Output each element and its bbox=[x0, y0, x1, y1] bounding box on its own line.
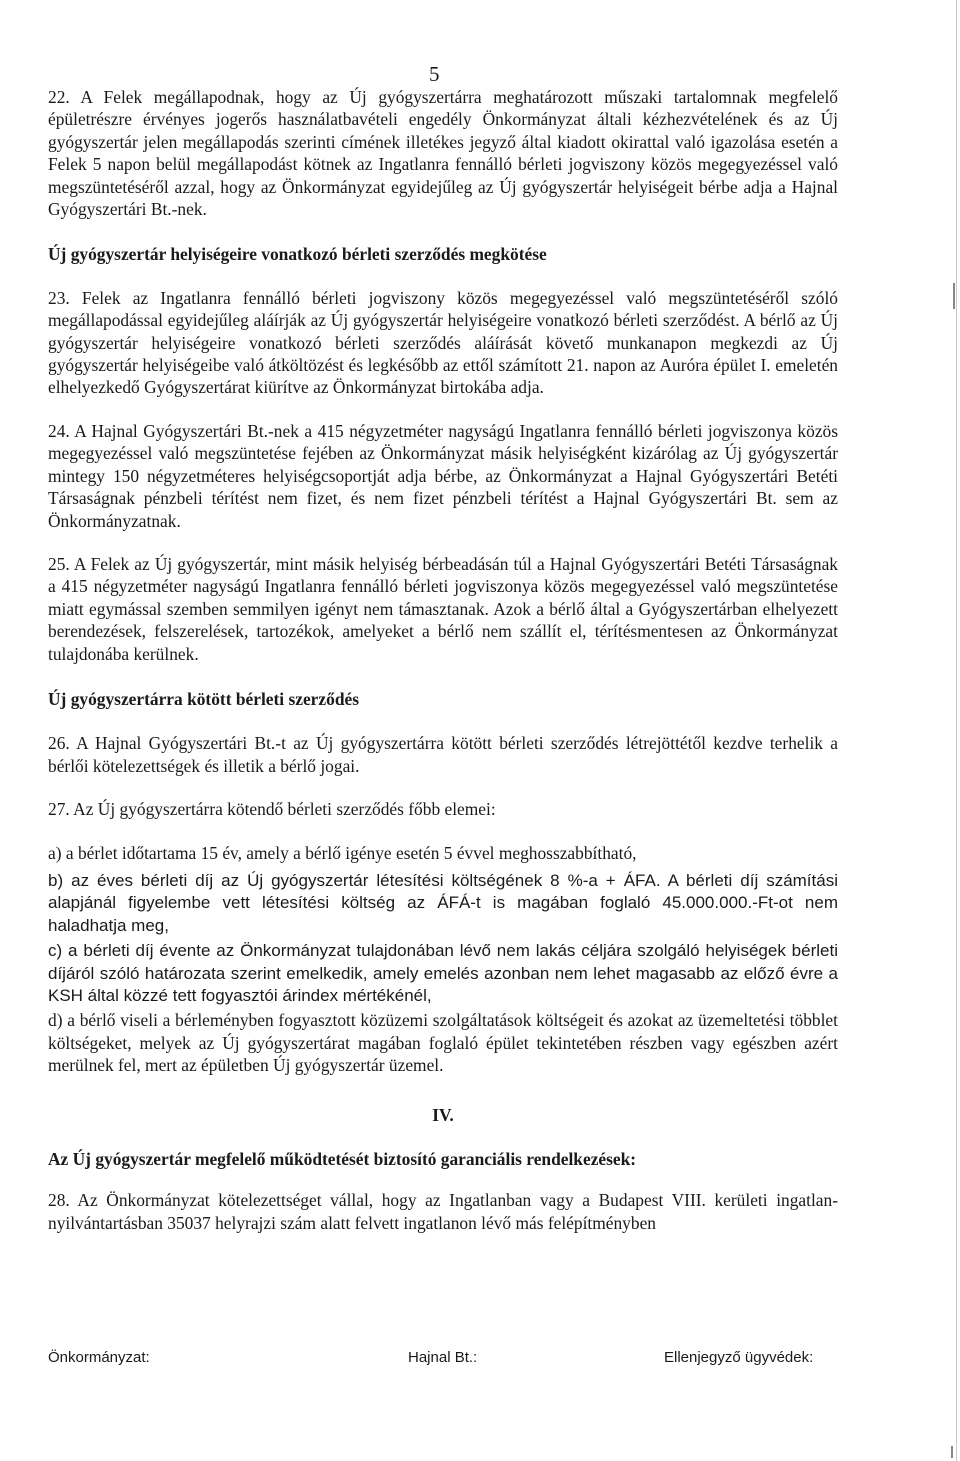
chapter-number: IV. bbox=[432, 1104, 454, 1125]
paragraph-24: 24. A Hajnal Gyógyszertári Bt.-nek a 415 négyzetméter nagyságú Ingatlanra fennálló bérleti jogviszonya közös megegyezéssel való megszüntetése fejében az Önkormányzat másik helyiségként kizárólag az Új gyógyszertár mintegy 150 négyzetméteres helyiségcsoportját adja bérbe, az Önkormányzat a Hajnal Gyógyszertári Betéti Társaságnak pénzbeli térítést nem fizet, és nem fizet pénzbeli térítést a Hajnal Gyógyszertári Bt. sem az Önkormányzatnak. bbox=[48, 420, 839, 531]
paragraph-22: 22. A Felek megállapodnak, hogy az Új gyógyszertárra meghatározott műszaki tartalomnak megfelelő épületrészre érvényes jogerős használatbavételi engedély Önkormányzat általi kézhezvételének és az Új gyógyszertár jelen megállapodás szerinti címének illetékes jegyző által kiadott okirattal való igazolása esetén a Felek 5 napon belül megállapodást kötnek az Ingatlanra fennálló bérleti jogviszony közös megegyezéssel való megszüntetéséről azzal, hogy az Önkormányzat egyidejűleg az Új gyógyszertár helyiségeit bérbe adja a Hajnal Gyógyszertári Bt.-nek. bbox=[48, 87, 838, 220]
list-item-a: a) a bérlet időtartama 15 év, amely a bérlő igénye esetén 5 évvel meghosszabbítható, bbox=[48, 842, 637, 863]
list-item-d: d) a bérlő viseli a bérleményben fogyasztott közüzemi szolgáltatások költségeit és azokat az üzemeltetési többlet költségeket, melyek az Új gyógyszertárat magában foglaló épület tekintetében részben vagy egészben azért merülnek fel, mert az épületben Új gyógyszertár üzemel. bbox=[48, 1010, 838, 1076]
footer-municipality-label: Önkormányzat: bbox=[48, 1349, 150, 1366]
page-number: 5 bbox=[429, 62, 440, 86]
paragraph-26: 26. A Hajnal Gyógyszertári Bt.-t az Új gyógyszertárra kötött bérleti szerződés létrejöttétől kezdve terhelik a bérlői kötelezettségek és illetik a bérlő jogai. bbox=[48, 733, 838, 776]
paragraph-28: 28. Az Önkormányzat kötelezettséget vállal, hogy az Ingatlanban vagy a Budapest VIII. kerületi ingatlan-nyilvántartásban 35037 helyrajzi szám alatt felvett ingatlanon lévő más felépítményben bbox=[48, 1190, 838, 1233]
paragraph-27: 27. Az Új gyógyszertárra kötendő bérleti szerződés főbb elemei: bbox=[48, 799, 496, 820]
list-item-b: b) az éves bérleti díj az Új gyógyszertár létesítési költségének 8 %-a + ÁFA. A bérleti díj számítási alapjánál figyelembe vett létesítési költség az ÁFÁ-t is magában foglaló 45.000.000.-Ft-ot nem haladhatja meg, bbox=[48, 870, 838, 935]
section-heading: Új gyógyszertár helyiségeire vonatkozó bérleti szerződés megkötése bbox=[48, 244, 547, 265]
scan-edge-line bbox=[956, 0, 957, 1461]
document-body bbox=[48, 86, 838, 1234]
footer-lawyers-label: Ellenjegyző ügyvédek: bbox=[664, 1349, 814, 1366]
footer-hajnal-label: Hajnal Bt.: bbox=[408, 1349, 478, 1366]
paragraph-23: 23. Felek az Ingatlanra fennálló bérleti jogviszony közös megegyezéssel való megszüntetéséről szóló megállapodással egyidejűleg aláírják az Új gyógyszertár helyiségeire vonatkozó bérleti szerződést. A bérlő az Új gyógyszertár helyiségeire vonatkozó bérleti szerződés aláírását követő munkanapon megkezdi az Új gyógyszertár helyiségeibe való átköltözést és legkésőbb az ettől számított 21. napon az Auróra épület I. emeletén elhelyezkedő Gyógyszertárat kiürítve az Önkormányzat birtokába adja. bbox=[48, 287, 838, 398]
paragraph-25: 25. A Felek az Új gyógyszertár, mint másik helyiség bérbeadásán túl a Hajnal Gyógyszertári Betéti Társaságnak a 415 négyzetméter nagyságú Ingatlanra fennálló bérleti jogviszonya közös megegyezéssel való megszüntetése miatt egymással szemben semmilyen igényt nem támasztanak. Azok a bérlő által a Gyógyszertárban elhelyezett berendezések, felszerelések, tartozékok, amelyeket a bérlő nem szállít el, térítésmentesen az Önkormányzat tulajdonába kerülnek. bbox=[48, 553, 838, 664]
section-heading: Új gyógyszertárra kötött bérleti szerződés bbox=[48, 688, 359, 709]
scan-margin-mark bbox=[953, 283, 955, 309]
list-item-c: c) a bérleti díj évente az Önkormányzat tulajdonában lévő nem lakás céljára szolgáló helyiségek bérleti díjáról szóló határozata szerint emelkedik, amely emelés azonban nem lehet magasabb az előző évre a KSH által közzé tett fogyasztói árindex mértékénél, bbox=[48, 941, 838, 1005]
scan-margin-mark bbox=[951, 1446, 953, 1458]
section-heading: Az Új gyógyszertár megfelelő működtetését biztosító garanciális rendelkezések: bbox=[48, 1149, 637, 1170]
